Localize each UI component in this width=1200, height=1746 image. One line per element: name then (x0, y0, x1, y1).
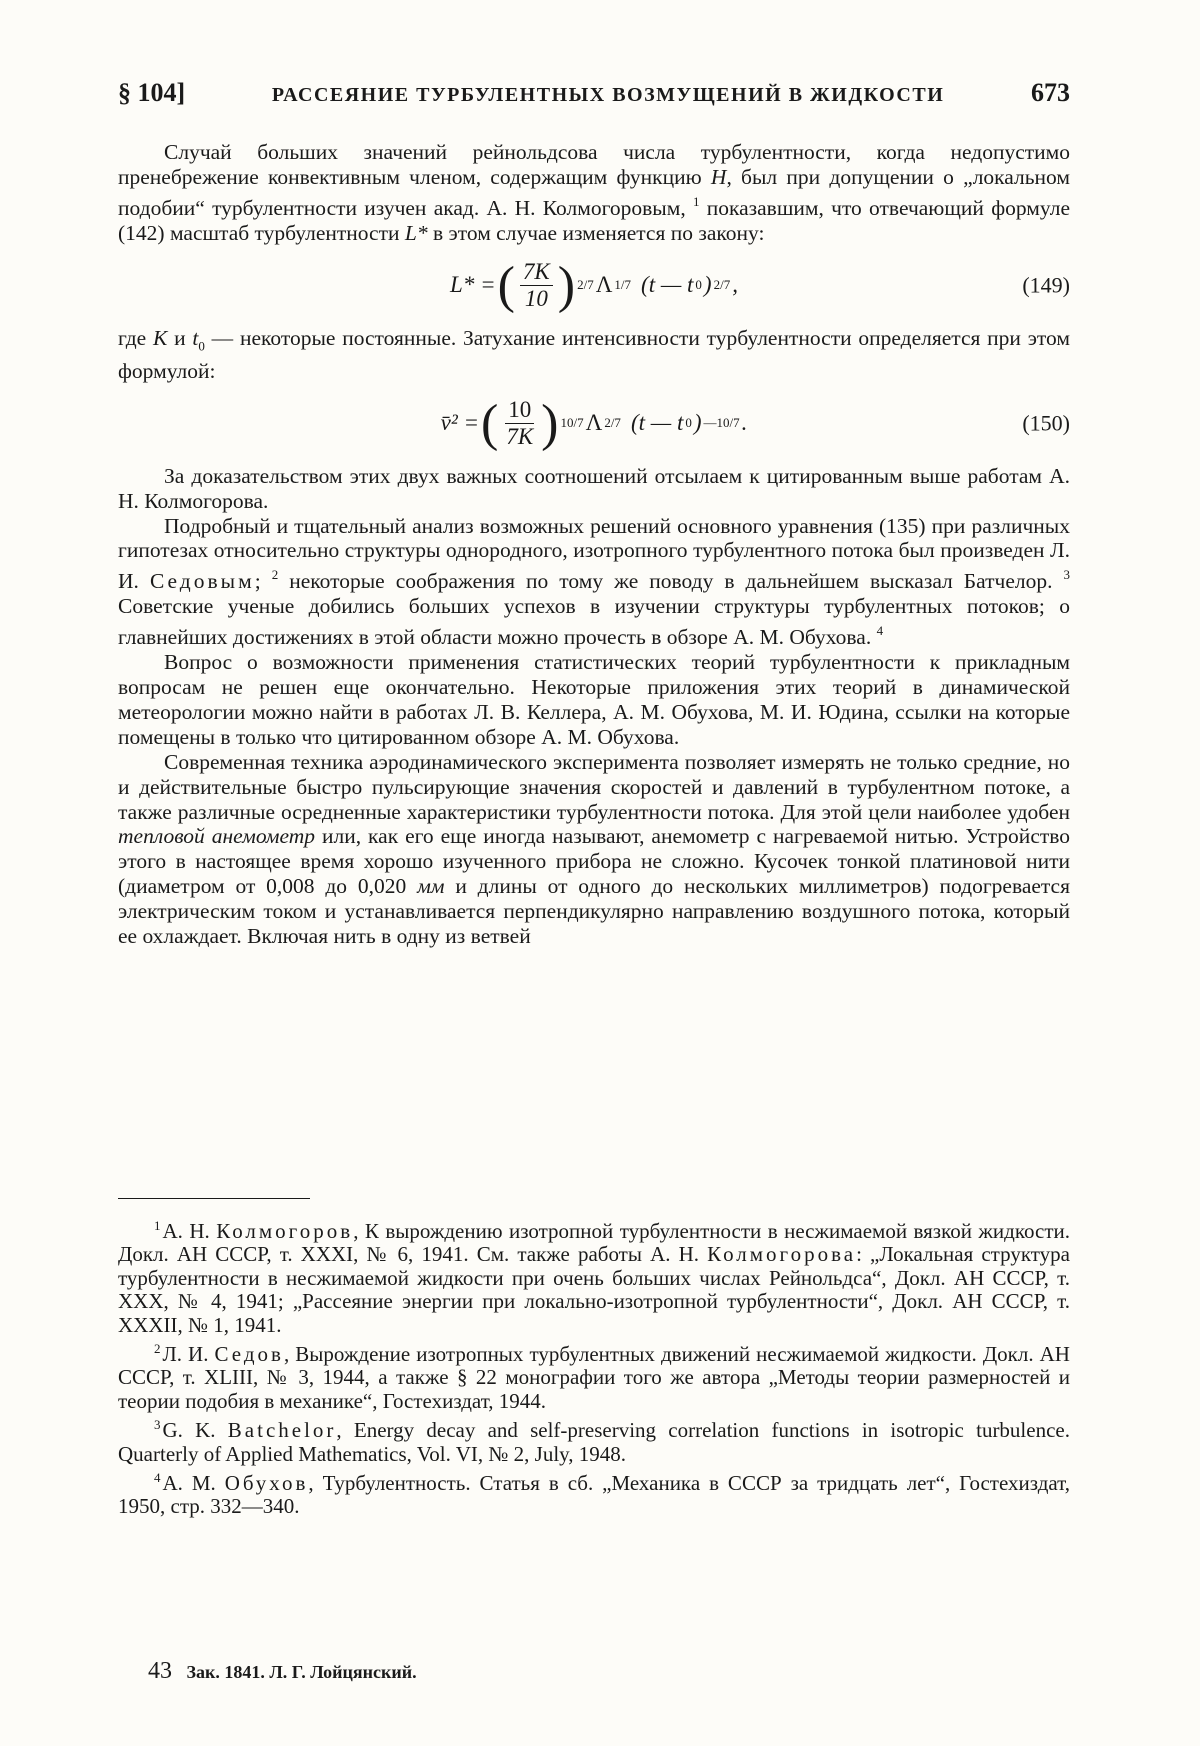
text-run-italic: тепловой анемометр (118, 824, 316, 849)
text-run: : „Локальная структура турбулентности в несжимаемой жидкости при очень больших числах Рейнольдса“, Докл. АН СССР, т. XXX, № 4, 1941; „Рассеяние энергии при локально-изотропной турбулентности“, Докл. АН СССР, т. XXXII, № 1, 1941. (118, 1242, 1070, 1337)
equation-149 (118, 246, 1070, 326)
footnote-1 (118, 1214, 1070, 1337)
equation-number: (149) (1022, 272, 1070, 298)
eq-lhs: L* = (450, 272, 496, 298)
running-header (118, 78, 1070, 108)
eq-punct: , (732, 272, 738, 298)
eq-exponent: 2/7 (604, 415, 621, 431)
eq-numerator: 7K (520, 259, 553, 286)
text-run: , Турбулентность. Статья в сб. „Механика в СССР за тридцать лет“, Гостехиздат, 1950, стр. 332—340. (118, 1471, 1070, 1519)
text-run: Л. И. (162, 1342, 215, 1367)
text-run: G. K. (162, 1418, 228, 1443)
footnote-2 (118, 1337, 1070, 1413)
eq-denominator: 7K (506, 424, 534, 450)
text-run-italic: K (153, 325, 168, 350)
footnote-4 (118, 1466, 1070, 1519)
eq-numerator: 10 (505, 397, 534, 424)
text-run: в этом случае изменяется по закону: (427, 220, 765, 245)
text-run-italic: H (710, 164, 727, 189)
text-run: Современная техника аэродинамического эксперимента позволяет измерять не только средние, но и действительные быстро пульсирующие значения скоростей и давлений в турбулентном потоке, а также различные осредненные характеристики турбулентности потока. Для этой цели наиболее удобен (118, 749, 1070, 824)
eq-denominator: 10 (524, 286, 548, 312)
footnote-3 (118, 1413, 1070, 1466)
eq-lambda: Λ (585, 410, 603, 436)
eq-tail: (t — t (641, 272, 694, 298)
text-run: , К вырождению изотропной турбулентности в несжимаемой вязкой жидкости. Докл. АН СССР, т. XXXI, № 6, 1941. См. также работы А. Н. (118, 1219, 1070, 1267)
eq-exponent: 2/7 (577, 277, 594, 293)
signature-number: 43 (148, 1658, 172, 1684)
eq-fraction (503, 397, 536, 450)
footnote-divider (118, 1198, 310, 1199)
eq-fraction (520, 259, 553, 312)
text-run-spaced: Седов (214, 1342, 284, 1367)
text-run: некоторые соображения по тому же поводу в дальнейшем высказал Батчелор. (278, 569, 1064, 594)
paragraph-3: За доказательством этих двух важных соотношений отсылаем к цитированным выше работам А. Н. Колмогорова. (118, 463, 1070, 513)
eq-exponent: 10/7 (560, 415, 584, 431)
printer-imprint (148, 1658, 417, 1685)
imprint-text: Зак. 1841. Л. Г. Лойцянский. (186, 1662, 417, 1682)
paragraph-4 (118, 514, 1070, 651)
footnote-ref-1[interactable]: 1 (692, 193, 700, 209)
text-run: где (118, 325, 154, 350)
text-run-italic: L* (404, 220, 428, 245)
equation-149-formula (450, 256, 738, 314)
text-run: А. М. (162, 1471, 225, 1496)
running-title: РАССЕЯНИЕ ТУРБУЛЕНТНЫХ ВОЗМУЩЕНИЙ В ЖИДКОСТИ (271, 84, 945, 106)
eq-lambda: Λ (595, 272, 613, 298)
footnotes (118, 1214, 1070, 1519)
text-run-italic: t (192, 325, 199, 350)
paren-open: ( (497, 256, 515, 314)
eq-exponent: 1/7 (614, 277, 632, 293)
text-run: А. Н. (162, 1219, 217, 1243)
section-number: § 104] (118, 78, 186, 107)
eq-subscript: 0 (685, 415, 692, 431)
paren-close: ) (541, 394, 559, 452)
eq-tail: (t — t (630, 410, 684, 436)
subscript: 0 (198, 337, 205, 353)
text-run: показавшим, что отвечающий формуле (142) масштаб турбулентности (118, 195, 1070, 245)
equation-150-formula (440, 394, 748, 452)
eq-subscript: 0 (695, 277, 702, 293)
footnote-mark: 1 (154, 1218, 161, 1233)
paragraph-1 (118, 140, 1070, 246)
text-run-spaced: Batchelor (227, 1418, 337, 1443)
page-number: 673 (1031, 78, 1070, 107)
paragraph-6 (118, 750, 1070, 949)
paragraph-5: Вопрос о возможности применения статистических теорий турбулентности к прикладным вопросам не решен еще окончательно. Некоторые приложения этих теорий в динамической метеорологии можно найти в работах Л. В. Келлера, А. М. Обухова, М. И. Юдина, ссылки на которые помещены в только что цитированном обзоре А. М. Обухова. (118, 650, 1070, 749)
footnote-ref-3[interactable]: 3 (1063, 567, 1071, 583)
eq-punct: . (741, 410, 748, 436)
footnote-ref-2[interactable]: 2 (271, 567, 279, 583)
text-run-spaced: Колмогоров (216, 1219, 354, 1243)
eq-exponent: 2/7 (713, 277, 731, 293)
equation-150 (118, 384, 1070, 464)
body-text (118, 140, 1070, 949)
text-run: Подробный и тщательный анализ возможных решений основного уравнения (135) при различных гипотезах относительно структуры однородного, изотропного турбулентного потока был произведен Л. И. (118, 513, 1070, 594)
footnote-mark: 2 (154, 1341, 161, 1357)
text-run: Случай больших значений рейнольдсова числа турбулентности, когда недопустимо пренебрежение конвективным членом, содержащим функцию (118, 140, 1070, 189)
paren-open: ( (481, 394, 499, 452)
text-run: — некоторые постоянные. Затухание интенсивности турбулентности определяется при этом формулой: (118, 325, 1070, 383)
text-run-italic: мм (417, 874, 445, 899)
footnote-mark: 4 (154, 1470, 161, 1486)
text-run: , Energy decay and self-preserving correlation functions in isotropic turbulence. Quarterly of Applied Mathematics, Vol. VI, № 2, July, 1948. (118, 1418, 1070, 1466)
paragraph-2 (118, 326, 1070, 384)
text-run-spaced: Седовым (149, 569, 255, 594)
text-run-spaced: Колмогорова (707, 1242, 857, 1267)
eq-paren: ) (703, 272, 712, 298)
paren-close: ) (557, 256, 576, 314)
footnote-mark: 3 (154, 1417, 161, 1433)
text-run: и длины от одного до нескольких миллиметров) подогревается электрическим током и устанавливается перпендикулярно направлению воздушного потока, который ее охлаждает. Включая нить в одну из ветвей (118, 874, 1070, 949)
text-run: Советские ученые добились больших успехов в изучении структуры турбулентных потоков; о главнейших достижениях в этой области можно прочесть в обзоре А. М. Обухова. (118, 594, 1070, 650)
eq-lhs: v̄² = (440, 410, 479, 436)
text-run: и (167, 325, 193, 350)
text-run: ; (254, 569, 272, 594)
equation-number: (150) (1022, 410, 1070, 436)
text-run-spaced: Обухов (224, 1471, 309, 1496)
eq-exponent: —10/7 (703, 415, 740, 431)
text-run: , Вырождение изотропных турбулентных движений несжимаемой жидкости. Докл. АН СССР, т. XLIII, № 3, 1944, а также § 22 монографии того же автора „Методы теории размерностей и теории подобия в механике“, Гостехиздат, 1944. (118, 1342, 1070, 1413)
eq-paren: ) (693, 410, 702, 436)
footnote-ref-4[interactable]: 4 (876, 623, 884, 639)
text-run: или, как его еще иногда называют, анемометр с нагреваемой нитью. Устройство этого в настоящее время хорошо изученного прибора не сложно. Кусочек тонкой платиновой нити (диаметром от 0,008 до 0,020 (118, 824, 1071, 899)
text-run: , был при допущении о „локальном подобии“ турбулентности изучен акад. А. Н. Колмогоровым, (118, 164, 1071, 220)
